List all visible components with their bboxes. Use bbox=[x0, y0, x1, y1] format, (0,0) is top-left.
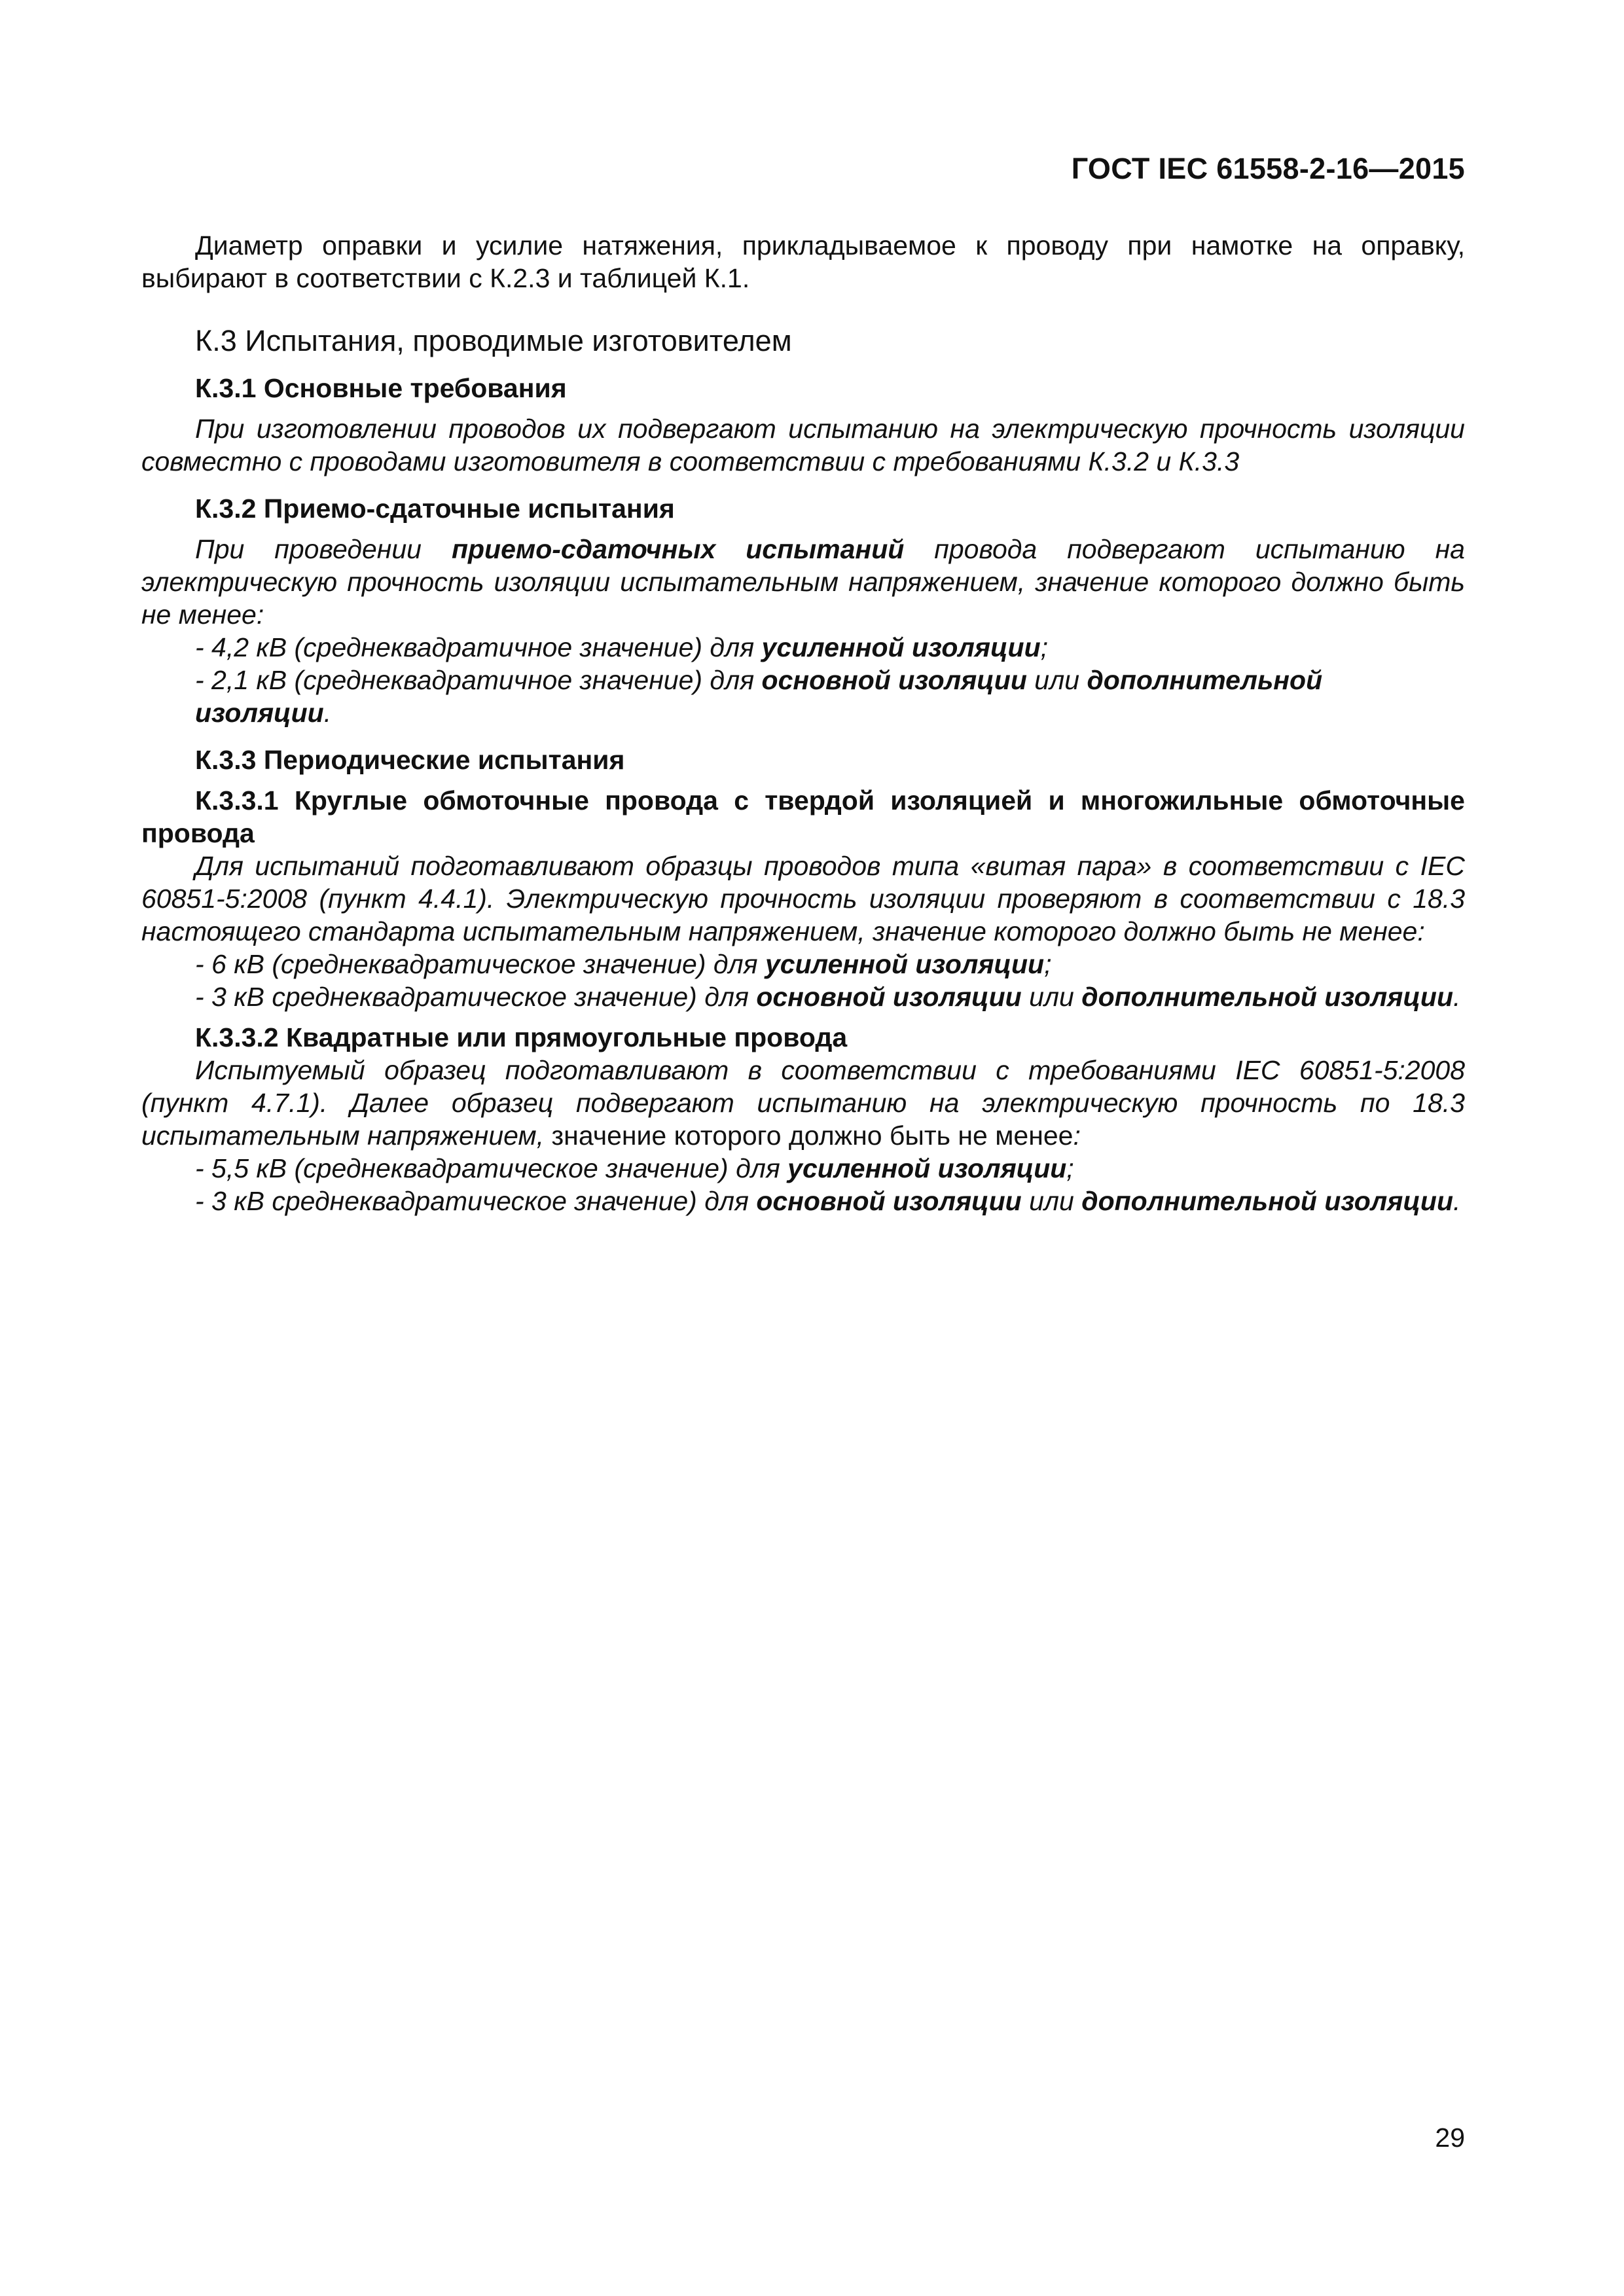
section-k332-text bbox=[141, 1054, 1465, 1152]
text-run: ; bbox=[1044, 949, 1052, 979]
section-k331-text: Для испытаний подготавливают образцы проводов типа «витая пара» в соответствии с IEC 60851-5:2008 (пункт 4.4.1). Электрическую прочность изоляции проверяют в соответствии с 18.3 настоящего стандарта испытательным напряжением, значение которого должно быть не менее: bbox=[141, 851, 1465, 946]
emphasis-text: приемо-сдаточных испытаний bbox=[451, 534, 905, 564]
text-run: . bbox=[323, 698, 332, 728]
text-run: - 5,5 кВ (среднеквадратическое значение) для bbox=[195, 1153, 780, 1183]
section-k3-heading bbox=[141, 325, 1465, 357]
section-number: К.3.3.2 bbox=[195, 1022, 279, 1052]
emphasis-text: основной изоляции bbox=[756, 1186, 1022, 1216]
emphasis-text: усиленной изоляции bbox=[761, 632, 1041, 662]
document-body bbox=[141, 229, 1465, 1217]
k331-requirements-list bbox=[141, 948, 1465, 1013]
list-item bbox=[141, 980, 1465, 1013]
k32-requirements-list bbox=[141, 631, 1465, 729]
text-run: . bbox=[1453, 982, 1461, 1012]
section-k33-heading bbox=[141, 744, 1465, 776]
text-run: - 3 кВ среднеквадратическое значение) для bbox=[195, 982, 749, 1012]
text-run: При проведении bbox=[195, 534, 422, 564]
emphasis-text: усиленной изоляции bbox=[765, 949, 1045, 979]
text-run: - 3 кВ среднеквадратическое значение) для bbox=[195, 1186, 749, 1216]
section-title: Круглые обмоточные провода с твердой изоляцией и многожильные обмоточные провода bbox=[141, 785, 1465, 848]
section-title: Периодические испытания bbox=[263, 745, 625, 775]
emphasis-text: усиленной изоляции bbox=[787, 1153, 1067, 1183]
list-item bbox=[141, 1152, 1465, 1185]
text-run: - 2,1 кВ (среднеквадратичное значение) для bbox=[195, 665, 755, 695]
text-run: или bbox=[1029, 1186, 1074, 1216]
intro-paragraph: Диаметр оправки и усилие натяжения, прикладываемое к проводу при намотке на оправку, выбирают в соответствии с К.2.3 и таблицей К.1. bbox=[141, 230, 1465, 293]
text-run: или bbox=[1034, 665, 1080, 695]
text-run: ; bbox=[1040, 632, 1049, 662]
section-title: Основные требования bbox=[263, 373, 567, 403]
text-run: значение которого должно быть не менее bbox=[551, 1121, 1074, 1151]
emphasis-text: дополнительной изоляции bbox=[1081, 982, 1454, 1012]
section-number: К.3.3 bbox=[195, 745, 257, 775]
text-run: или bbox=[1029, 982, 1074, 1012]
list-item bbox=[141, 948, 1465, 980]
document-header: ГОСТ IEC 61558-2-16—2015 bbox=[1071, 152, 1465, 185]
list-item bbox=[141, 1185, 1465, 1217]
text-run: Испытуемый образец подготавливают в соответствии с требованиями IEC 60851-5:2008 (пункт 4.7.1). Далее образец подвергают испытанию на электрическую прочность по 18.3 испытательным напряжением, bbox=[141, 1055, 1465, 1151]
section-number: К.3 bbox=[195, 324, 237, 357]
text-run: : bbox=[1073, 1121, 1081, 1151]
section-k32-text bbox=[141, 533, 1465, 631]
page-number: 29 bbox=[1435, 2123, 1465, 2153]
section-k31-text: При изготовлении проводов их подвергают испытанию на электрическую прочность изоляции совместно с проводами изготовителя в соответствии с требованиями К.3.2 и К.3.3 bbox=[141, 414, 1465, 476]
text-run: . bbox=[1453, 1186, 1461, 1216]
text-run: ; bbox=[1066, 1153, 1074, 1183]
emphasis-text: дополнительной изоляции bbox=[195, 665, 1323, 728]
list-item bbox=[141, 664, 1465, 729]
section-title: Приемо-сдаточные испытания bbox=[263, 493, 675, 524]
text-run: провода подвергают испытанию на электрическую прочность изоляции испытательным напряжением, значение которого должно быть не менее: bbox=[141, 534, 1465, 630]
list-item bbox=[141, 631, 1465, 664]
emphasis-text: основной изоляции bbox=[756, 982, 1022, 1012]
section-number: К.3.2 bbox=[195, 493, 257, 524]
section-title: Квадратные или прямоугольные провода bbox=[286, 1022, 848, 1052]
k332-requirements-list bbox=[141, 1152, 1465, 1217]
section-k331-heading bbox=[141, 784, 1465, 850]
section-title: Испытания, проводимые изготовителем bbox=[245, 324, 792, 357]
section-number: К.3.1 bbox=[195, 373, 257, 403]
emphasis-text: дополнительной изоляции bbox=[1081, 1186, 1454, 1216]
section-k31-heading bbox=[141, 372, 1465, 404]
section-k32-heading bbox=[141, 492, 1465, 525]
emphasis-text: основной изоляции bbox=[761, 665, 1027, 695]
section-number: К.3.3.1 bbox=[195, 785, 279, 816]
section-k332-heading bbox=[141, 1021, 1465, 1054]
text-run: - 6 кВ (среднеквадратическое значение) для bbox=[195, 949, 758, 979]
text-run: - 4,2 кВ (среднеквадратичное значение) для bbox=[195, 632, 755, 662]
